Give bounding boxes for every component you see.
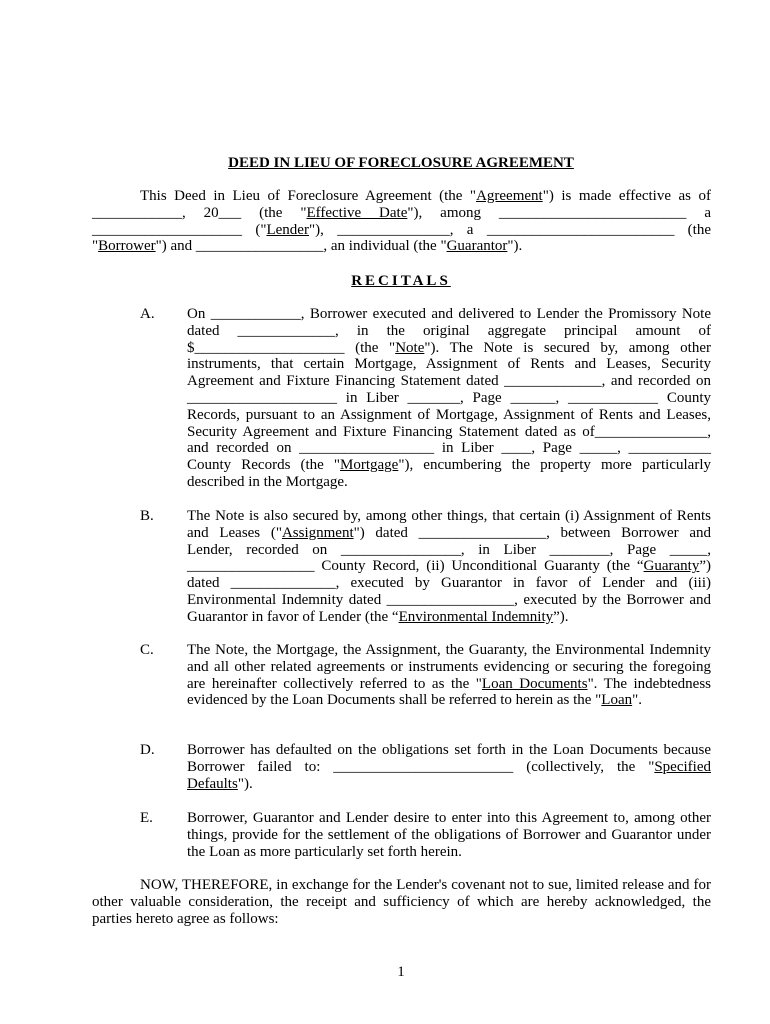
intro-text: "), _______________, a _________________________ (the " [92,221,711,255]
defined-term-lender: Lender [266,221,309,238]
recital-text: ”). [553,608,569,625]
defined-term-borrower: Borrower [98,238,156,255]
defined-term-loan: Loan [601,692,633,709]
defined-term-assignment: Assignment [281,524,354,541]
recital-text: "), encumbering the property more particularly described in the Mortgage. [187,457,711,490]
recital-e-text: Borrower, Guarantor and Lender desire to enter into this Agreement to, among other things, provide for the settlement of the obligations of Borrower and Guarantor under the Loan as more particularly set forth herein. [187,810,711,860]
recital-a-text [187,306,711,491]
recital-e-letter: E. [140,810,153,826]
recital-text: "). The Note is secured by, among other instruments, that certain Mortgage, Assignment of Rents and Leases, Security Agreement and Fixture Financing Statement dated _____________, and recorded on ____________________ in Liber _______, Page ______, ____________ County Records, pursuant to an Assignment of Mortgage, Assignment of Rents and Leases, Security Agreement and Fixture Financing Statement dated as of_______________, and recorded on __________________ in Liber ____, Page _____, ___________ County Records (the " [187,339,711,474]
intro-paragraph [92,188,711,255]
closing-paragraph: NOW, THEREFORE, in exchange for the Lender's covenant not to sue, limited release and for other valuable consideration, the receipt and sufficiency of which are hereby acknowledged, the parties hereto agree as follows: [92,877,711,927]
defined-term-effective-date: Effective Date [306,204,408,221]
defined-term-agreement: Agreement [476,188,543,204]
intro-text: ") and _________________, an individual (the " [155,238,447,255]
intro-text: "). [507,238,523,255]
recital-b-letter: B. [140,508,154,524]
recital-d-letter: D. [140,742,155,758]
recital-c-letter: C. [140,642,154,658]
intro-text: ") is made effective as of ____________, 20___ (the " [92,188,712,221]
intro-text: "), among _________________________ a ____________________ (" [92,204,711,238]
defined-term-specified-defaults: Specified Defaults [187,758,711,792]
recital-text: "). [237,775,253,792]
recital-text: ". [632,692,642,709]
recital-a-letter: A. [140,306,155,322]
recitals-heading: RECITALS [351,273,451,289]
defined-term-environmental-indemnity: Environmental Indemnity [398,608,554,625]
defined-term-guaranty: Guaranty [643,558,700,575]
recital-text: Borrower has defaulted on the obligations set forth in the Loan Documents because Borrower failed to: ________________________ (collectively, the " [187,742,711,775]
recital-d-text [187,742,711,792]
recital-text: ". The indebtedness evidenced by the Loan Documents shall be referred to herein as the " [187,675,711,709]
recital-text: ") dated _________________, between Borrower and Lender, recorded on ________________, in Liber ________, Page _____, _________________ County Record, (ii) Unconditional Guaranty (the “ [187,524,711,575]
recital-text: The Note, the Mortgage, the Assignment, the Guaranty, the Environmental Indemnity and all other related agreements or instruments evidencing or securing the foregoing are hereinafter collectively referred to as the " [187,642,711,692]
recital-text: ”) dated ______________, executed by Guarantor in favor of Lender and (iii) Environmental Indemnity dated _________________, executed by the Borrower and Guarantor in favor of Lender (the “ [187,558,711,625]
recital-text: The Note is also secured by, among other things, that certain (i) Assignment of Rents and Leases (" [187,508,711,541]
defined-term-guarantor: Guarantor [446,238,508,255]
defined-term-note: Note [395,339,425,356]
recital-b-text [187,508,711,626]
defined-term-loan-documents: Loan Documents [481,675,588,692]
intro-text: This Deed in Lieu of Foreclosure Agreement (the " [140,188,477,204]
recital-text: On ____________, Borrower executed and delivered to Lender the Promissory Note dated _____________, in the original aggregate principal amount of $____________________ (the " [187,306,711,356]
page-number: 1 [397,964,405,980]
defined-term-mortgage: Mortgage [340,457,399,474]
recital-c-text [187,642,711,709]
document-title: DEED IN LIEU OF FORECLOSURE AGREEMENT [228,155,574,171]
